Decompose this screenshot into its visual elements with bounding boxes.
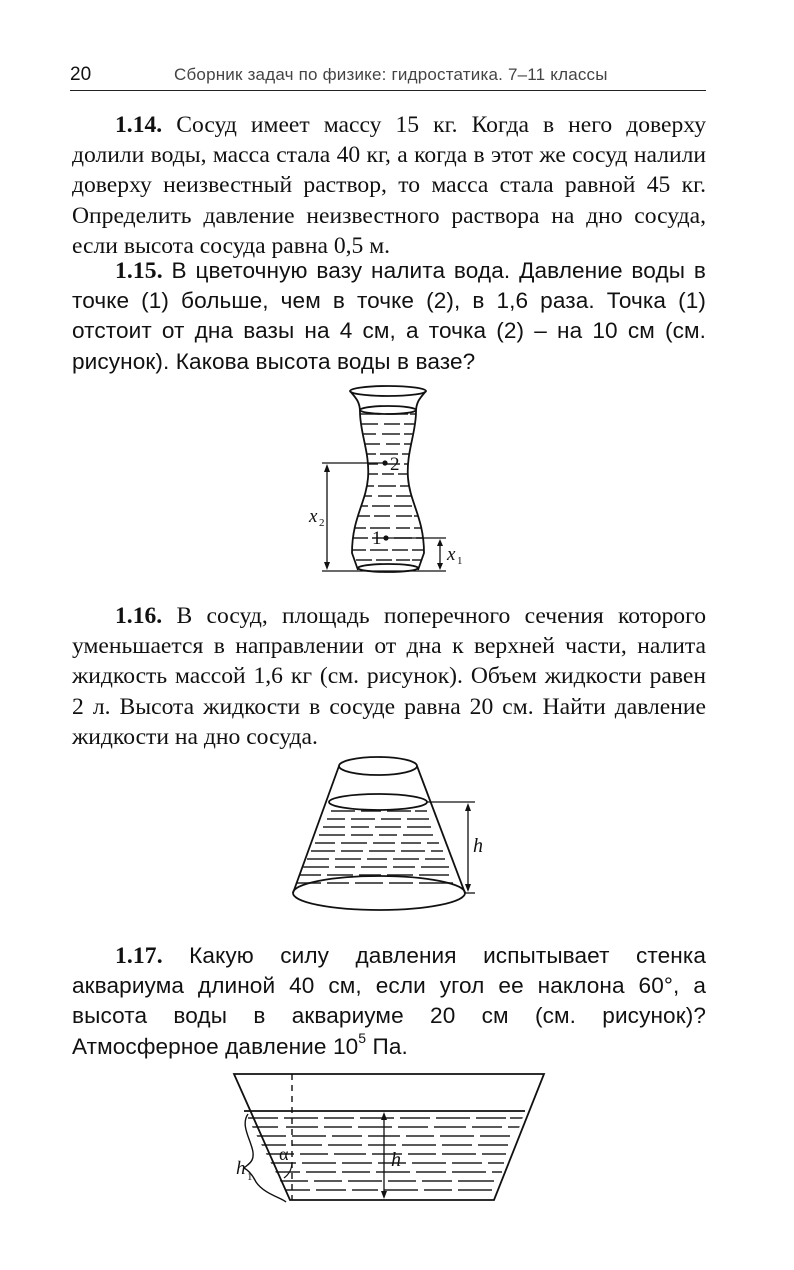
aquarium-figure (228, 1068, 558, 1218)
alpha-label: α (279, 1144, 289, 1164)
problem-text-end: Па. (366, 1033, 408, 1059)
running-title: Сборник задач по физике: гидростатика. 7–11 классы (174, 65, 608, 84)
problem-text: Какую силу давления испытывает стенка аквариума длиной 40 см, если угол ее наклона 60°, а высота воды в аквариуме 20 см (см. рисунок)? Атмосферное давление 10 (72, 943, 706, 1059)
frustum-figure (285, 753, 495, 913)
problem-number: 1.16. (115, 603, 163, 629)
page-header (70, 62, 706, 91)
point-2-label: 2 (390, 454, 400, 475)
x1-subscript: 1 (457, 555, 463, 567)
height-label: h (391, 1149, 401, 1171)
x1-label: x (447, 544, 456, 565)
problem-text: В сосуд, площадь поперечного сечения которого уменьшается в направлении от дна к верхней части, налита жидкость массой 1,6 кг (см. рисунок). Объем жидкости равен 2 л. Высота жидкости в сосуде равна 20 см. Найти давление жидкости на дно сосуда. (72, 603, 706, 750)
height-label: h (473, 835, 483, 857)
point-1-label: 1 (372, 528, 382, 549)
problem-text: В цветочную вазу налита вода. Давление воды в точке (1) больше, чем в точке (2), в 1,6 раза. Точка (1) отстоит от дна вазы на 4 см, а точка (2) – на 10 см (см. рисунок). Какова высота воды в вазе? (72, 258, 706, 374)
problem-1-16 (72, 601, 706, 752)
x2-subscript: 2 (319, 517, 325, 529)
problem-number: 1.17. (115, 943, 163, 969)
x2-label: x (309, 506, 318, 527)
problem-1-14 (72, 110, 706, 261)
page-number: 20 (70, 64, 92, 85)
problem-1-17 (72, 941, 706, 1062)
h1-subscript: 1 (247, 1171, 253, 1183)
exponent: 5 (358, 1030, 367, 1047)
problem-number: 1.15. (115, 258, 163, 284)
problem-text: Сосуд имеет массу 15 кг. Когда в него доверху долили воды, масса стала 40 кг, а когда в этот же сосуд налили доверху неизвестный раствор, то масса стала равной 45 кг. Определить давление неизвестного раствора на дно сосуда, если высота сосуда равна 0,5 м. (72, 112, 706, 259)
problem-1-15 (72, 256, 706, 377)
h1-label: h (236, 1158, 246, 1179)
vase-figure (300, 378, 490, 583)
problem-number: 1.14. (115, 112, 163, 138)
